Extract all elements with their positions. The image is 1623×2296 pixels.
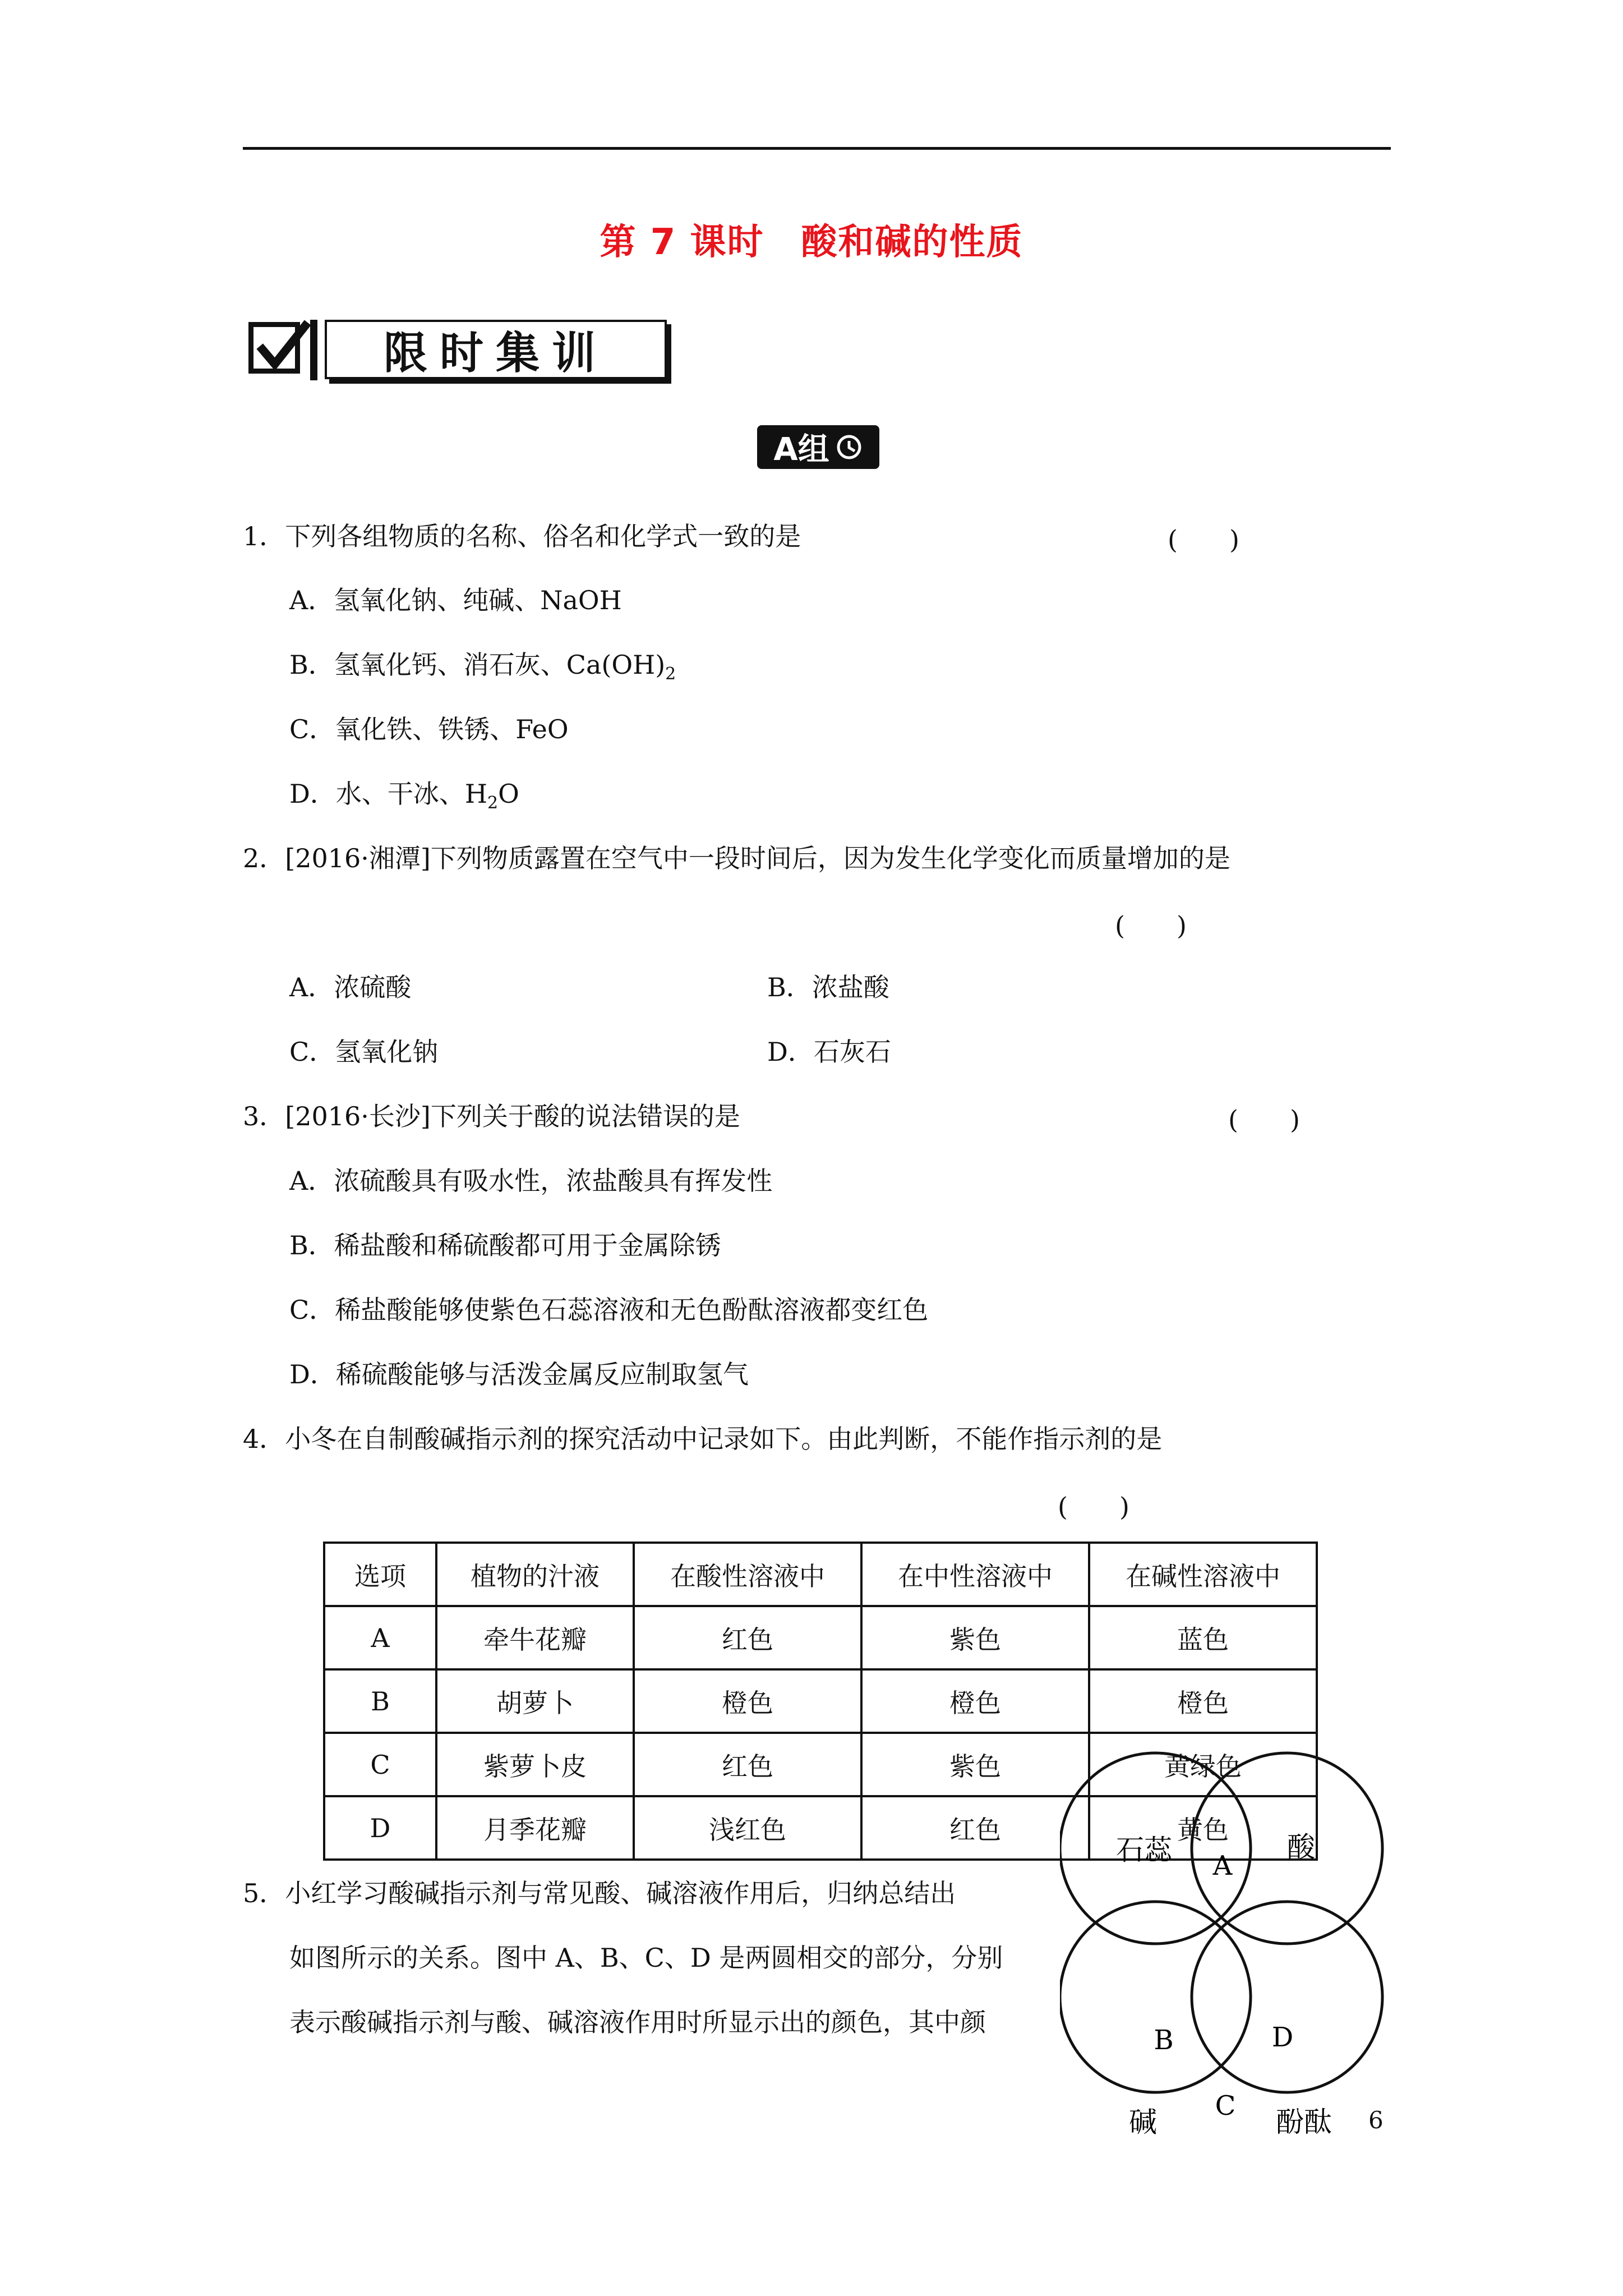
- question-5: [243, 1876, 956, 1910]
- table-row: [324, 1606, 1317, 1669]
- option-c: C．氧化铁、铁锈、FeO: [289, 714, 569, 744]
- table-header: 在中性溶液中: [861, 1543, 1089, 1606]
- question-number: 1．: [243, 521, 285, 551]
- table-cell: 红色: [634, 1733, 861, 1796]
- option-c: C．氢氧化钠: [289, 1037, 439, 1067]
- table-cell: 月季花瓣: [436, 1796, 634, 1860]
- section-banner-label: 限时集训: [383, 328, 608, 379]
- question-4: [243, 1422, 1162, 1456]
- venn-label-acid: 酸: [1287, 1831, 1315, 1864]
- table-header: 在碱性溶液中: [1089, 1543, 1317, 1606]
- option-d: D．水、干冰、$H_2O$: [289, 779, 519, 813]
- answer-bracket: ( ): [1058, 1492, 1129, 1522]
- table-cell: 紫色: [861, 1733, 1089, 1796]
- banner-divider: [310, 320, 317, 380]
- venn-region-c: C: [1215, 2090, 1236, 2122]
- table-header-row: [324, 1543, 1317, 1606]
- table-cell: B: [324, 1669, 436, 1733]
- table-cell: 红色: [634, 1606, 861, 1669]
- question-number: 2．: [243, 843, 285, 873]
- option-d: D．稀硫酸能够与活泼金属反应制取氢气: [289, 1359, 749, 1389]
- table-header: 植物的汁液: [436, 1543, 634, 1606]
- question-stem: 小冬在自制酸碱指示剂的探究活动中记录如下。由此判断，不能作指示剂的是: [285, 1424, 1163, 1454]
- venn-diagram: [1060, 1722, 1396, 2205]
- clock-icon: [835, 433, 863, 461]
- table-cell: D: [324, 1796, 436, 1860]
- group-label: A组: [773, 431, 829, 468]
- option-b: B．氢氧化钙、消石灰、$Ca(OH)_2$: [289, 650, 676, 684]
- table-cell: 黄绿色: [1089, 1733, 1317, 1796]
- option-d: D．石灰石: [767, 1037, 891, 1067]
- question-line: 如图所示的关系。图中 A、B、C、D 是两圆相交的部分，分别: [289, 1943, 1003, 1973]
- page-number: 6: [1368, 2106, 1384, 2134]
- option-b: B．浓盐酸: [767, 972, 889, 1002]
- page-title: 第 7 课时 酸和碱的性质: [600, 222, 1023, 263]
- venn-region-b: B: [1154, 2024, 1174, 2056]
- question-line: 表示酸碱指示剂与酸、碱溶液作用时所显示出的颜色，其中颜: [289, 2007, 986, 2037]
- checkbox-icon: [248, 322, 300, 374]
- section-banner: [325, 320, 667, 379]
- question-number: 4．: [243, 1424, 285, 1454]
- table-cell: 蓝色: [1089, 1606, 1317, 1669]
- table-cell: C: [324, 1733, 436, 1796]
- table-cell: 红色: [861, 1796, 1089, 1860]
- question-stem: 下列各组物质的名称、俗名和化学式一致的是: [285, 521, 801, 551]
- table-cell: 浅红色: [634, 1796, 861, 1860]
- table-header: 在酸性溶液中: [634, 1543, 861, 1606]
- answer-bracket: ( ): [1168, 524, 1239, 555]
- option-a: A．浓硫酸: [289, 972, 412, 1002]
- venn-label-base: 碱: [1129, 2106, 1157, 2138]
- table-cell: 胡萝卜: [436, 1669, 634, 1733]
- question-number: 3．: [243, 1101, 285, 1131]
- question-stem: [2016·湘潭]下列物质露置在空气中一段时间后，因为发生化学变化而质量增加的是: [285, 843, 1230, 873]
- table-cell: 黄色: [1089, 1796, 1317, 1860]
- question-stem: [2016·长沙]下列关于酸的说法错误的是: [285, 1101, 740, 1131]
- question-number: 5．: [243, 1878, 285, 1908]
- venn-region-d: D: [1271, 2022, 1294, 2053]
- question-1: [243, 519, 801, 553]
- venn-label-phenolphthalein: 酚酞: [1276, 2106, 1332, 2138]
- table-cell: 牵牛花瓣: [436, 1606, 634, 1669]
- table-cell: 橙色: [1089, 1669, 1317, 1733]
- option-a: A．浓硫酸具有吸水性，浓盐酸具有挥发性: [289, 1166, 773, 1196]
- table-cell: 橙色: [861, 1669, 1089, 1733]
- question-3: [243, 1099, 740, 1133]
- answer-bracket: ( ): [1115, 910, 1187, 941]
- question-line: 小红学习酸碱指示剂与常见酸、碱溶液作用后，归纳总结出: [285, 1878, 956, 1908]
- table-cell: 橙色: [634, 1669, 861, 1733]
- venn-region-a: A: [1212, 1850, 1233, 1881]
- venn-circle-base: [1060, 1902, 1251, 2092]
- table-cell: 紫色: [861, 1606, 1089, 1669]
- header-rule: [243, 147, 1391, 150]
- venn-label-litmus: 石蕊: [1116, 1834, 1172, 1866]
- option-a: A．氢氧化钠、纯碱、NaOH: [289, 585, 622, 615]
- venn-circle-phenolphthalein: [1192, 1902, 1382, 2092]
- table-header: 选项: [324, 1543, 436, 1606]
- option-c: C．稀盐酸能够使紫色石蕊溶液和无色酚酞溶液都变红色: [289, 1295, 929, 1325]
- table-cell: A: [324, 1606, 436, 1669]
- answer-bracket: ( ): [1228, 1105, 1300, 1135]
- question-2: [243, 841, 1230, 875]
- group-badge: [757, 425, 879, 469]
- option-b: B．稀盐酸和稀硫酸都可用于金属除锈: [289, 1230, 721, 1260]
- table-cell: 紫萝卜皮: [436, 1733, 634, 1796]
